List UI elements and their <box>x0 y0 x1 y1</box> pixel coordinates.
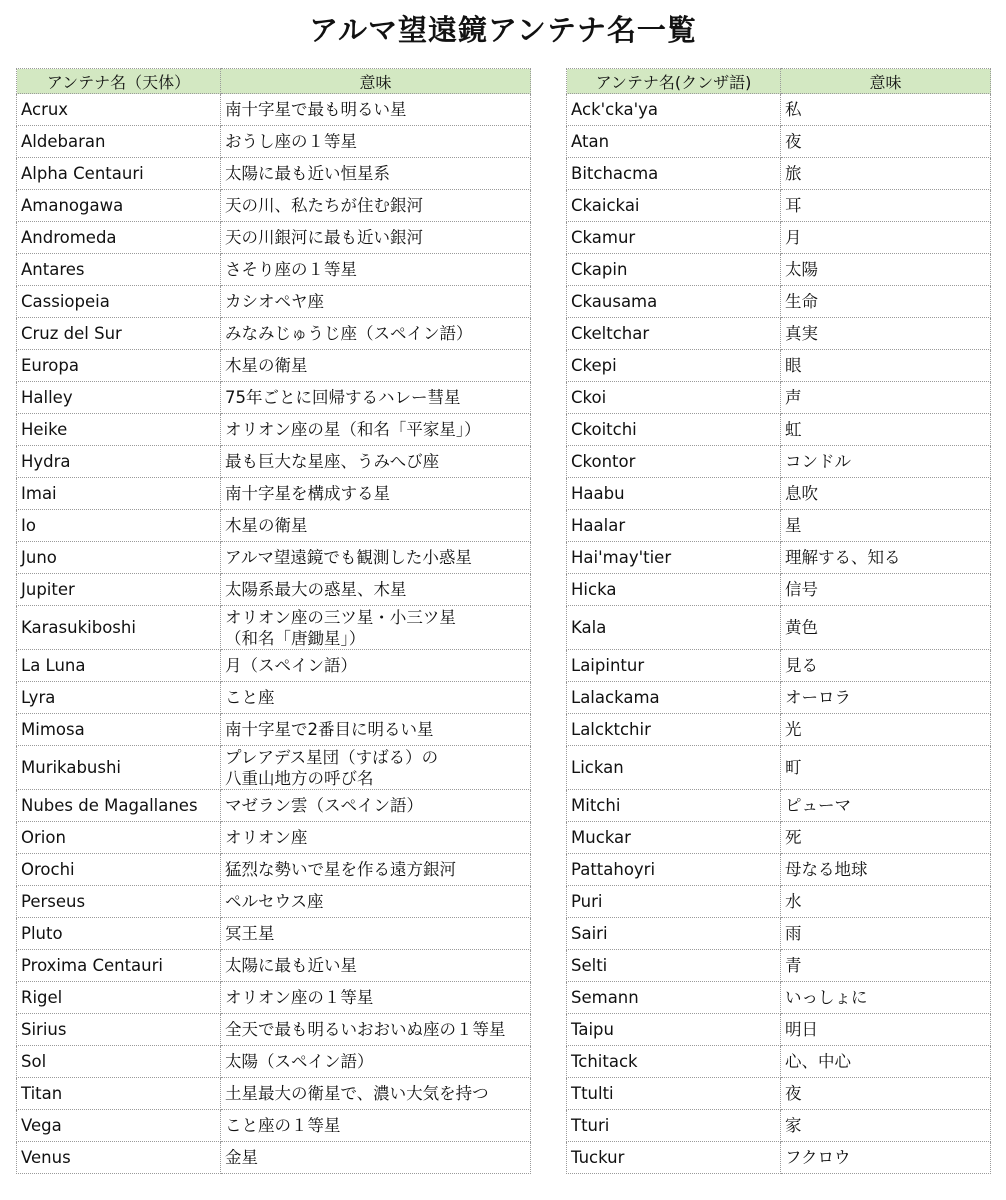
antenna-name-cell: Ckoitchi <box>567 414 781 446</box>
antenna-name-cell: Sairi <box>567 918 781 950</box>
antenna-name-cell: Taipu <box>567 1014 781 1046</box>
table-row <box>17 382 531 414</box>
meaning-cell: 明日 <box>781 1014 991 1046</box>
antenna-name-cell: Lalcktchir <box>567 714 781 746</box>
meaning-cell: 夜 <box>781 1078 991 1110</box>
table-header-row <box>17 69 531 94</box>
antenna-name-cell: Halley <box>17 382 221 414</box>
antenna-name-cell: Pattahoyri <box>567 854 781 886</box>
table-row <box>567 126 991 158</box>
meaning-cell: オリオン座の星（和名「平家星」） <box>221 414 531 446</box>
antenna-name-cell: Mitchi <box>567 790 781 822</box>
meaning-cell: 猛烈な勢いで星を作る遠方銀河 <box>221 854 531 886</box>
table-row <box>567 746 991 790</box>
table-row <box>567 822 991 854</box>
meaning-cell: 虹 <box>781 414 991 446</box>
meaning-cell: 家 <box>781 1110 991 1142</box>
antenna-name-cell: Nubes de Magallanes <box>17 790 221 822</box>
antenna-name-cell: Ckamur <box>567 222 781 254</box>
meaning-cell: 見る <box>781 650 991 682</box>
table-row <box>17 574 531 606</box>
meaning-cell: 声 <box>781 382 991 414</box>
kunza-antenna-table <box>566 68 991 1174</box>
meaning-cell: 天の川銀河に最も近い銀河 <box>221 222 531 254</box>
table-row <box>17 286 531 318</box>
table-row <box>17 254 531 286</box>
meaning-cell: こと座の１等星 <box>221 1110 531 1142</box>
table-row <box>17 222 531 254</box>
meaning-cell: 光 <box>781 714 991 746</box>
meaning-cell: こと座 <box>221 682 531 714</box>
antenna-name-cell: Ckoi <box>567 382 781 414</box>
antenna-name-cell: Proxima Centauri <box>17 950 221 982</box>
table-row <box>17 854 531 886</box>
table-row <box>567 682 991 714</box>
meaning-cell: 旅 <box>781 158 991 190</box>
table-row <box>567 714 991 746</box>
antenna-name-cell: Haalar <box>567 510 781 542</box>
meaning-cell: 太陽系最大の惑星、木星 <box>221 574 531 606</box>
column-header-meaning: 意味 <box>221 69 531 94</box>
column-header-meaning: 意味 <box>781 69 991 94</box>
page-title: アルマ望遠鏡アンテナ名一覧 <box>309 13 697 47</box>
meaning-cell: 死 <box>781 822 991 854</box>
meaning-cell: 南十字星で2番目に明るい星 <box>221 714 531 746</box>
meaning-cell: 私 <box>781 94 991 126</box>
antenna-name-cell: Ckeltchar <box>567 318 781 350</box>
antenna-name-cell: Cruz del Sur <box>17 318 221 350</box>
antenna-name-cell: Ckausama <box>567 286 781 318</box>
column-header-name: アンテナ名（天体） <box>17 69 221 94</box>
antenna-name-cell: Karasukiboshi <box>17 606 221 650</box>
meaning-cell: 最も巨大な星座、うみへび座 <box>221 446 531 478</box>
table-row <box>567 1078 991 1110</box>
table-row <box>17 982 531 1014</box>
meaning-cell: オリオン座の１等星 <box>221 982 531 1014</box>
meaning-cell: 息吹 <box>781 478 991 510</box>
antenna-name-cell: Muckar <box>567 822 781 854</box>
antenna-name-cell: Ckontor <box>567 446 781 478</box>
table-row <box>567 510 991 542</box>
table-row <box>567 542 991 574</box>
table-row <box>567 254 991 286</box>
table-row <box>567 1014 991 1046</box>
antenna-name-cell: Puri <box>567 886 781 918</box>
antenna-name-cell: La Luna <box>17 650 221 682</box>
antenna-name-cell: Europa <box>17 350 221 382</box>
antenna-name-cell: Cassiopeia <box>17 286 221 318</box>
table-row <box>567 190 991 222</box>
table-row <box>567 854 991 886</box>
antenna-name-cell: Andromeda <box>17 222 221 254</box>
table-row <box>567 286 991 318</box>
meaning-cell: 星 <box>781 510 991 542</box>
antenna-name-cell: Lyra <box>17 682 221 714</box>
meaning-cell: プレアデス星団（すばる）の 八重山地方の呼び名 <box>221 746 531 790</box>
antenna-name-cell: Perseus <box>17 886 221 918</box>
antenna-name-cell: Kala <box>567 606 781 650</box>
meaning-cell: 天の川、私たちが住む銀河 <box>221 190 531 222</box>
antenna-name-cell: Ack'cka'ya <box>567 94 781 126</box>
table-row <box>567 1142 991 1174</box>
antenna-name-cell: Haabu <box>567 478 781 510</box>
antenna-name-cell: Alpha Centauri <box>17 158 221 190</box>
antenna-name-cell: Ckapin <box>567 254 781 286</box>
meaning-cell: 生命 <box>781 286 991 318</box>
meaning-cell: 木星の衛星 <box>221 350 531 382</box>
table-row <box>567 886 991 918</box>
table-row <box>567 1046 991 1078</box>
table-row <box>17 822 531 854</box>
meaning-cell: コンドル <box>781 446 991 478</box>
table-row <box>567 1110 991 1142</box>
table-row <box>17 510 531 542</box>
meaning-cell: オリオン座 <box>221 822 531 854</box>
table-row <box>17 1078 531 1110</box>
table-row <box>567 158 991 190</box>
antenna-name-cell: Rigel <box>17 982 221 1014</box>
table-row <box>17 1142 531 1174</box>
table-row <box>17 1046 531 1078</box>
table-row <box>17 446 531 478</box>
meaning-cell: さそり座の１等星 <box>221 254 531 286</box>
table-row <box>567 918 991 950</box>
table-row <box>17 414 531 446</box>
antenna-name-cell: Bitchacma <box>567 158 781 190</box>
meaning-cell: 全天で最も明るいおおいぬ座の１等星 <box>221 1014 531 1046</box>
table-row <box>17 350 531 382</box>
table-row <box>17 126 531 158</box>
meaning-cell: オリオン座の三ツ星・小三ツ星 （和名「唐鋤星」） <box>221 606 531 650</box>
meaning-cell: 土星最大の衛星で、濃い大気を持つ <box>221 1078 531 1110</box>
meaning-cell: ペルセウス座 <box>221 886 531 918</box>
table-row <box>17 790 531 822</box>
table-row <box>567 650 991 682</box>
antenna-name-cell: Orion <box>17 822 221 854</box>
meaning-cell: 金星 <box>221 1142 531 1174</box>
antenna-name-cell: Murikabushi <box>17 746 221 790</box>
meaning-cell: ピューマ <box>781 790 991 822</box>
meaning-cell: 真実 <box>781 318 991 350</box>
celestial-antenna-table <box>16 68 531 1174</box>
table-row <box>567 446 991 478</box>
meaning-cell: いっしょに <box>781 982 991 1014</box>
antenna-name-cell: Aldebaran <box>17 126 221 158</box>
antenna-name-cell: Antares <box>17 254 221 286</box>
table-row <box>17 746 531 790</box>
antenna-name-cell: Jupiter <box>17 574 221 606</box>
meaning-cell: 太陽に最も近い星 <box>221 950 531 982</box>
meaning-cell: 母なる地球 <box>781 854 991 886</box>
table-row <box>17 918 531 950</box>
table-row <box>567 350 991 382</box>
meaning-cell: 太陽（スペイン語） <box>221 1046 531 1078</box>
meaning-cell: フクロウ <box>781 1142 991 1174</box>
antenna-name-cell: Sirius <box>17 1014 221 1046</box>
table-row <box>17 542 531 574</box>
table-row <box>17 94 531 126</box>
antenna-name-cell: Heike <box>17 414 221 446</box>
table-row <box>567 414 991 446</box>
table-header-row <box>567 69 991 94</box>
antenna-name-cell: Lalackama <box>567 682 781 714</box>
meaning-cell: マゼラン雲（スペイン語） <box>221 790 531 822</box>
table-row <box>17 318 531 350</box>
antenna-name-cell: Ttulti <box>567 1078 781 1110</box>
antenna-name-cell: Tuckur <box>567 1142 781 1174</box>
table-row <box>567 574 991 606</box>
meaning-cell: 太陽に最も近い恒星系 <box>221 158 531 190</box>
antenna-name-cell: Ckepi <box>567 350 781 382</box>
antenna-name-cell: Venus <box>17 1142 221 1174</box>
antenna-name-cell: Imai <box>17 478 221 510</box>
antenna-name-cell: Tturi <box>567 1110 781 1142</box>
meaning-cell: 冥王星 <box>221 918 531 950</box>
meaning-cell: おうし座の１等星 <box>221 126 531 158</box>
antenna-name-cell: Semann <box>567 982 781 1014</box>
table-row <box>567 790 991 822</box>
antenna-name-cell: Titan <box>17 1078 221 1110</box>
meaning-cell: オーロラ <box>781 682 991 714</box>
meaning-cell: 眼 <box>781 350 991 382</box>
table-row <box>17 190 531 222</box>
table-row <box>567 382 991 414</box>
table-row <box>17 714 531 746</box>
meaning-cell: カシオペヤ座 <box>221 286 531 318</box>
meaning-cell: 木星の衛星 <box>221 510 531 542</box>
table-row <box>17 682 531 714</box>
meaning-cell: 南十字星で最も明るい星 <box>221 94 531 126</box>
antenna-name-cell: Sol <box>17 1046 221 1078</box>
meaning-cell: 月 <box>781 222 991 254</box>
antenna-name-cell: Atan <box>567 126 781 158</box>
table-row <box>567 478 991 510</box>
antenna-name-cell: Lickan <box>567 746 781 790</box>
meaning-cell: 雨 <box>781 918 991 950</box>
meaning-cell: 黄色 <box>781 606 991 650</box>
meaning-cell: 水 <box>781 886 991 918</box>
antenna-name-cell: Laipintur <box>567 650 781 682</box>
table-row <box>17 950 531 982</box>
meaning-cell: 町 <box>781 746 991 790</box>
meaning-cell: 南十字星を構成する星 <box>221 478 531 510</box>
meaning-cell: 信号 <box>781 574 991 606</box>
meaning-cell: 耳 <box>781 190 991 222</box>
table-row <box>17 158 531 190</box>
meaning-cell: アルマ望遠鏡でも観測した小惑星 <box>221 542 531 574</box>
table-row <box>567 318 991 350</box>
table-row <box>567 950 991 982</box>
table-row <box>17 1014 531 1046</box>
meaning-cell: みなみじゅうじ座（スペイン語） <box>221 318 531 350</box>
table-row <box>567 94 991 126</box>
meaning-cell: 心、中心 <box>781 1046 991 1078</box>
table-row <box>17 478 531 510</box>
antenna-name-cell: Acrux <box>17 94 221 126</box>
antenna-name-cell: Hicka <box>567 574 781 606</box>
table-row <box>17 1110 531 1142</box>
antenna-name-cell: Pluto <box>17 918 221 950</box>
antenna-name-cell: Io <box>17 510 221 542</box>
meaning-cell: 夜 <box>781 126 991 158</box>
antenna-name-cell: Selti <box>567 950 781 982</box>
antenna-name-cell: Ckaickai <box>567 190 781 222</box>
meaning-cell: 青 <box>781 950 991 982</box>
table-row <box>17 650 531 682</box>
antenna-name-cell: Orochi <box>17 854 221 886</box>
antenna-name-cell: Amanogawa <box>17 190 221 222</box>
antenna-name-cell: Juno <box>17 542 221 574</box>
table-row <box>567 606 991 650</box>
meaning-cell: 理解する、知る <box>781 542 991 574</box>
meaning-cell: 太陽 <box>781 254 991 286</box>
antenna-name-cell: Mimosa <box>17 714 221 746</box>
antenna-name-cell: Vega <box>17 1110 221 1142</box>
antenna-name-cell: Hai'may'tier <box>567 542 781 574</box>
meaning-cell: 月（スペイン語） <box>221 650 531 682</box>
table-row <box>567 982 991 1014</box>
table-row <box>567 222 991 254</box>
antenna-name-cell: Hydra <box>17 446 221 478</box>
table-row <box>17 886 531 918</box>
table-row <box>17 606 531 650</box>
column-header-name: アンテナ名(クンザ語) <box>567 69 781 94</box>
meaning-cell: 75年ごとに回帰するハレー彗星 <box>221 382 531 414</box>
antenna-name-cell: Tchitack <box>567 1046 781 1078</box>
